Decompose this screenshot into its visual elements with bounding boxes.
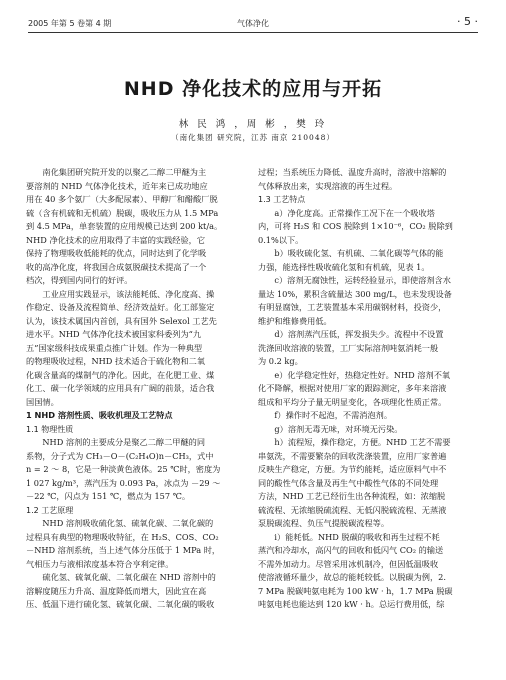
text-line: f）操作时不起泡，不需消泡剂。 [274,410,393,420]
text-line: 到 4.5 MPa，单套装置的应用规模已达到 200 kt/a。 [26,221,223,231]
text-line: 的物理吸收过程，NHD 技术适合于硫化物和二氧 [26,356,206,366]
text-line: NHD 溶剂的主要成分是聚乙二醇二甲醚的同 [42,437,206,447]
text-line: 认为，该技术属国内首创，具有国外 Selexol 工艺先 [26,315,217,326]
text-line: 力强，能选择性吸收硫化氢和有机硫，见表 1。 [258,261,430,272]
text-line: 系物，分子式为 CH₃－O－(C₂H₄O)n－CH₃，式中 [26,450,214,461]
text-line: 7 MPa 脱碳吨氨电耗为 100 kW · h，1.7 MPa 脱碳 [258,585,453,596]
text-line: 串氨洗，不需要繁杂的回收洗涤装置，应用厂家普遍 [258,450,447,461]
text-line: －NHD 溶剂系统，当上述气体分压低于 1 MPa 时， [26,545,221,555]
text-line: 气体释放出来，实现溶液的再生过程。 [258,180,398,191]
text-line: 组成和平均分子量无明显变化，各项理化性质正常。 [258,396,447,407]
text-line: 硫（含有机硫和无机硫）脱碳，吸收压力从 1.5 MPa [26,207,219,218]
text-line: 过程具有典型的物理吸收特征，在 H₂S、COS、CO₂ [26,531,219,542]
page-number: · 5 · [457,15,478,28]
text-line: 泵脱碳流程、负压气提脱碳流程等。 [258,518,390,528]
text-line: e）化学稳定性好，热稳定性好。NHD 溶剂不氧 [274,369,451,380]
text-line: 同的酸性气体含量及再生气中酸性气体的不同处理 [258,477,439,488]
text-line: 五”国家级科技成果重点推广计划。作为一种典型 [26,342,203,353]
running-header [28,14,478,32]
subsection-heading: 1.2 工艺原理 [26,505,74,515]
text-line: 国国情。 [26,396,59,407]
text-line: g）溶剂无毒无味，对环境无污染。 [274,423,403,434]
text-line: 使溶液循环量少，故总的能耗较低。以脱碳为例，2. [258,572,446,582]
text-line: 南化集团研究院开发的以聚乙二醇二甲醚为主 [42,167,207,177]
text-line: c）溶剂无腐蚀性，运转经验显示，即使溶剂含水 [274,275,451,285]
section-heading: 1 NHD 溶剂性质、吸收机理及工艺特点 [26,410,173,420]
text-line: 保持了物理吸收低能耗的优点，同时达到了化学吸 [26,248,207,258]
text-line: d）溶剂蒸汽压低，挥发损失少。流程中不设置 [274,329,444,339]
header-divider [28,32,478,33]
journal-issue: 2005 年第 5 卷第 4 期 [28,19,112,28]
text-line: 化碳含量高的煤制气的净化。因此，在化肥工业、煤 [26,369,215,380]
text-line: n = 2 ～ 8，它是一种淡黄色液体。25 ℃时，密度为 [26,464,221,474]
text-line: 压、低温下进行硫化氢、硫氧化碳、二氧化碳的吸收 [26,599,215,609]
text-line: 要溶剂的 NHD 气体净化技术，近年来已成功地应 [26,180,208,191]
text-line: 化工、碳一化学领域的应用具有广阔的前景，适合我 [26,383,215,393]
article-authors: 林 民 鸿 ，周 彬 ，樊 玲 [178,119,328,130]
text-line: 档次，得到国内同行的好评。 [26,275,133,285]
text-line: 用在 40 多个氨厂（大多配尿素）、甲醇厂和醋酸厂脱 [26,194,218,204]
journal-name: 气体净化 [237,19,269,28]
text-line: i）能耗低。NHD 脱碳的吸收和再生过程不耗 [274,531,440,542]
text-line: 蒸汽和冷却水，高闪气的回收和低闪气 CO₂ 的输送 [258,545,444,555]
text-line: 反映生产稳定，方便。为节约能耗，适应原料气中不 [258,464,447,474]
text-line: 化不降解，根据对使用厂家的跟踪测定，多年来溶液 [258,383,447,393]
text-line: 作稳定、设备及流程简单、经济效益好。化工部鉴定 [26,302,215,312]
text-line: a）净化度高。正常操作工况下在一个吸收塔 [274,207,435,218]
text-line: b）吸收硫化氢、有机硫、二氧化碳等气体的能 [274,248,444,258]
text-line: 量达 10%，累积含硫量达 300 mg/L，也未发现设备 [258,288,452,299]
text-line: 1 027 kg/m³，蒸汽压为 0.093 Pa，冰点为 －29 ～ [26,477,221,488]
text-line: 方法，NHD 工艺已经衍生出各种流程，如：浓缩脱 [258,491,446,501]
article-title: NHD 净化技术的应用与开拓 [123,78,383,100]
text-line: NHD 净化技术的应用取得了丰富的实践经验，它 [26,234,206,245]
text-line: 收的高净化度，将我国合成氨脱碳技术提高了一个 [26,261,207,272]
text-line: 进水平。NHD 气体净化技术被国家科委列为“九 [26,329,202,339]
left-text-column [26,166,246,612]
text-line: －22 ℃，闪点为 151 ℃，燃点为 157 ℃。 [26,491,191,501]
text-line: 维护和维修费用低。 [258,315,332,326]
text-line: 吨氨电耗也能达到 120 kW · h。总运行费用低，综 [258,599,445,609]
text-line: 不需外加动力。尽管采用冰机制冷，但因低温吸收 [258,558,439,569]
text-line: 工业应用实践显示，该法能耗低、净化度高、操 [42,288,215,299]
text-line: 有明显腐蚀，工艺装置基本采用碳钢材料，投资少， [258,302,447,312]
text-line: 内，可将 H₂S 和 COS 脱除到 1×10⁻⁶，CO₂ 脱除到 [258,221,453,231]
text-line: 0.1%以下。 [258,234,304,245]
text-line: 气相压力与液相浓度基本符合亨利定律。 [26,558,174,569]
text-line: 为 0.2 kg。 [258,356,303,366]
text-line: 洗涤回收溶液的装置，工厂实际溶剂吨氨消耗一般 [258,342,439,353]
subsection-heading: 1.1 物理性质 [26,424,74,434]
text-line: 溶解度随压力升高、温度降低而增大，因此宜在高 [26,585,207,596]
right-text-column [258,166,478,612]
text-line: NHD 溶剂吸收硫化氢、硫氧化碳、二氧化碳的 [42,518,214,528]
text-line: 硫流程、无浓缩脱硫流程、无低闪脱硫流程、无蒸液 [258,504,447,515]
text-line: 硫化氢、硫氧化碳、二氧化碳在 NHD 溶剂中的 [42,572,216,582]
text-line: h）流程短，操作稳定，方便。NHD 工艺不需要 [274,437,451,447]
subsection-heading: 1.3 工艺特点 [258,195,306,204]
text-line: 过程；当系统压力降低、温度升高时，溶液中溶解的 [258,167,447,177]
author-affiliation: （南化集团 研究院，江苏 南京 210048） [171,133,335,142]
